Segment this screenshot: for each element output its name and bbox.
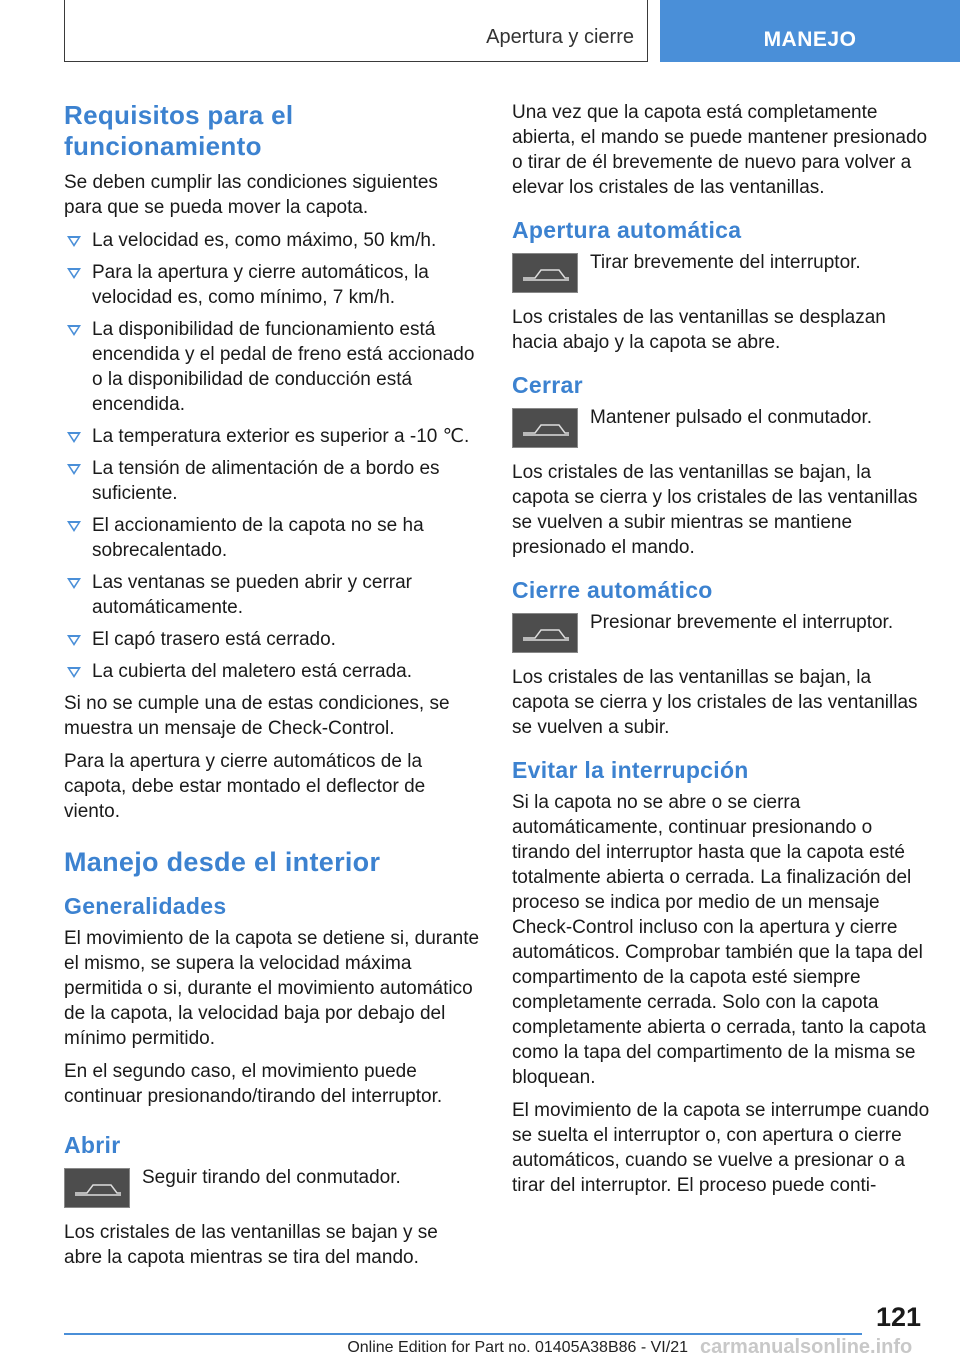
interruption-paragraph-1: Si la capota no se abre o se cierra automáticamente, continuar presionando o tirando del interruptor hasta que la capota esté totalmente abierta o cerrada. La finalización del proceso se indica por medio de un mensaje Check-Control incluso con la apertura y cierre automáticos. Comprobar también que la tapa del compartimento de la capota esté siempre completamente cerrada. Solo con la capota completamente abierta o cerrada, tanto la capota como la tapa del compartimento de la misma se bloquean. (512, 792, 927, 1088)
general-heading: Generalidades (64, 893, 227, 919)
close-heading: Cerrar (512, 372, 583, 398)
list-item: El capó trasero está cerrado. (64, 627, 480, 652)
triangle-bullet-icon (67, 236, 81, 247)
close-result-text: Los cristales de las ventanillas se bajan, la capota se cierra y los cristales de las ventanillas se vuelven a subir mientras se mantiene presionado el mando. (512, 462, 918, 558)
right-column (512, 100, 930, 1206)
wind-deflector-note: Para la apertura y cierre automáticos de la capota, debe estar montado el deflector de viento. (64, 751, 426, 822)
auto-open-result-text: Los cristales de las ventanillas se desplazan hacia abajo y la capota se abre. (512, 307, 886, 353)
auto-close-result-text: Los cristales de las ventanillas se bajan, la capota se cierra y los cristales de las ventanillas se vuelven a subir. (512, 667, 918, 738)
header-chapter-tab: MANEJO (660, 0, 960, 62)
list-item: La velocidad es, como máximo, 50 km/h. (64, 228, 480, 253)
interruption-heading: Evitar la interrupción (512, 757, 749, 783)
triangle-bullet-icon (67, 268, 81, 279)
convertible-top-switch-icon (64, 1168, 130, 1208)
interior-operation-heading: Manejo desde el interior (64, 847, 381, 877)
interruption-paragraph-2: El movimiento de la capota se interrumpe cuando se suelta el interruptor o, con apertura o cierre automáticos, cuando se vuelve a presionar o a tirar del interruptor. El proceso puede conti- (512, 1100, 930, 1196)
close-action-text: Mantener pulsado el conmutador. (590, 407, 873, 428)
convertible-top-switch-icon (512, 253, 578, 293)
auto-open-action-text: Tirar brevemente del interruptor. (590, 252, 861, 273)
page-number: 121 (876, 1302, 922, 1332)
requirements-heading: Requisitos para el funcionamiento (64, 100, 294, 161)
auto-close-instruction (512, 610, 930, 653)
list-item: Para la apertura y cierre automáticos, la velocidad es, como mínimo, 7 km/h. (64, 260, 480, 310)
convertible-top-switch-icon (512, 613, 578, 653)
triangle-bullet-icon (67, 464, 81, 475)
general-paragraph-1: El movimiento de la capota se detiene si, durante el mismo, se supera la velocidad máxima permitida o si, durante el movimiento automático de la capota, la velocidad baja por debajo del mínimo permitido. (64, 928, 480, 1049)
list-item: La tensión de alimentación de a bordo es suficiente. (64, 456, 480, 506)
list-item: El accionamiento de la capota no se ha sobrecalentado. (64, 513, 480, 563)
triangle-bullet-icon (67, 521, 81, 532)
list-item: La disponibilidad de funcionamiento está encendida y el pedal de freno está accionado o la disponibilidad de conducción está encendida. (64, 317, 480, 417)
general-paragraph-2: En el segundo caso, el movimiento puede continuar presionando/tirando del interruptor. (64, 1061, 443, 1107)
auto-close-action-text: Presionar brevemente el interruptor. (590, 612, 894, 633)
list-item: Las ventanas se pueden abrir y cerrar automáticamente. (64, 570, 480, 620)
conditions-list (64, 228, 480, 684)
open-action-text: Seguir tirando del conmutador. (142, 1167, 401, 1188)
open-result-text: Los cristales de las ventanillas se bajan y se abre la capota mientras se tira del mando. (64, 1222, 438, 1268)
convertible-top-switch-icon (512, 408, 578, 448)
watermark: carmanualsonline.info (700, 1336, 913, 1358)
open-instruction (64, 1165, 480, 1208)
left-column (64, 100, 480, 1278)
list-item: La cubierta del maletero está cerrada. (64, 659, 480, 684)
triangle-bullet-icon (67, 325, 81, 336)
auto-close-heading: Cierre automático (512, 577, 713, 603)
page-header (0, 0, 960, 68)
list-item: La temperatura exterior es superior a -10 ℃. (64, 424, 480, 449)
check-control-note: Si no se cumple una de estas condiciones, se muestra un mensaje de Check-Control. (64, 693, 450, 739)
requirements-intro: Se deben cumplir las condiciones siguientes para que se pueda mover la capota. (64, 172, 438, 218)
footer-divider (64, 1333, 862, 1335)
fully-open-paragraph: Una vez que la capota está completamente abierta, el mando se puede mantener presionado o tirar de él brevemente de nuevo para volver a elevar los cristales de las ventanillas. (512, 102, 928, 198)
triangle-bullet-icon (67, 635, 81, 646)
triangle-bullet-icon (67, 667, 81, 678)
open-heading: Abrir (64, 1132, 121, 1158)
triangle-bullet-icon (67, 432, 81, 443)
edition-text: Online Edition for Part no. 01405A38B86 - VI/21 (347, 1339, 688, 1356)
auto-open-instruction (512, 250, 930, 293)
header-section-title: Apertura y cierre (486, 26, 634, 48)
triangle-bullet-icon (67, 578, 81, 589)
close-instruction (512, 405, 930, 448)
auto-open-heading: Apertura automática (512, 217, 742, 243)
